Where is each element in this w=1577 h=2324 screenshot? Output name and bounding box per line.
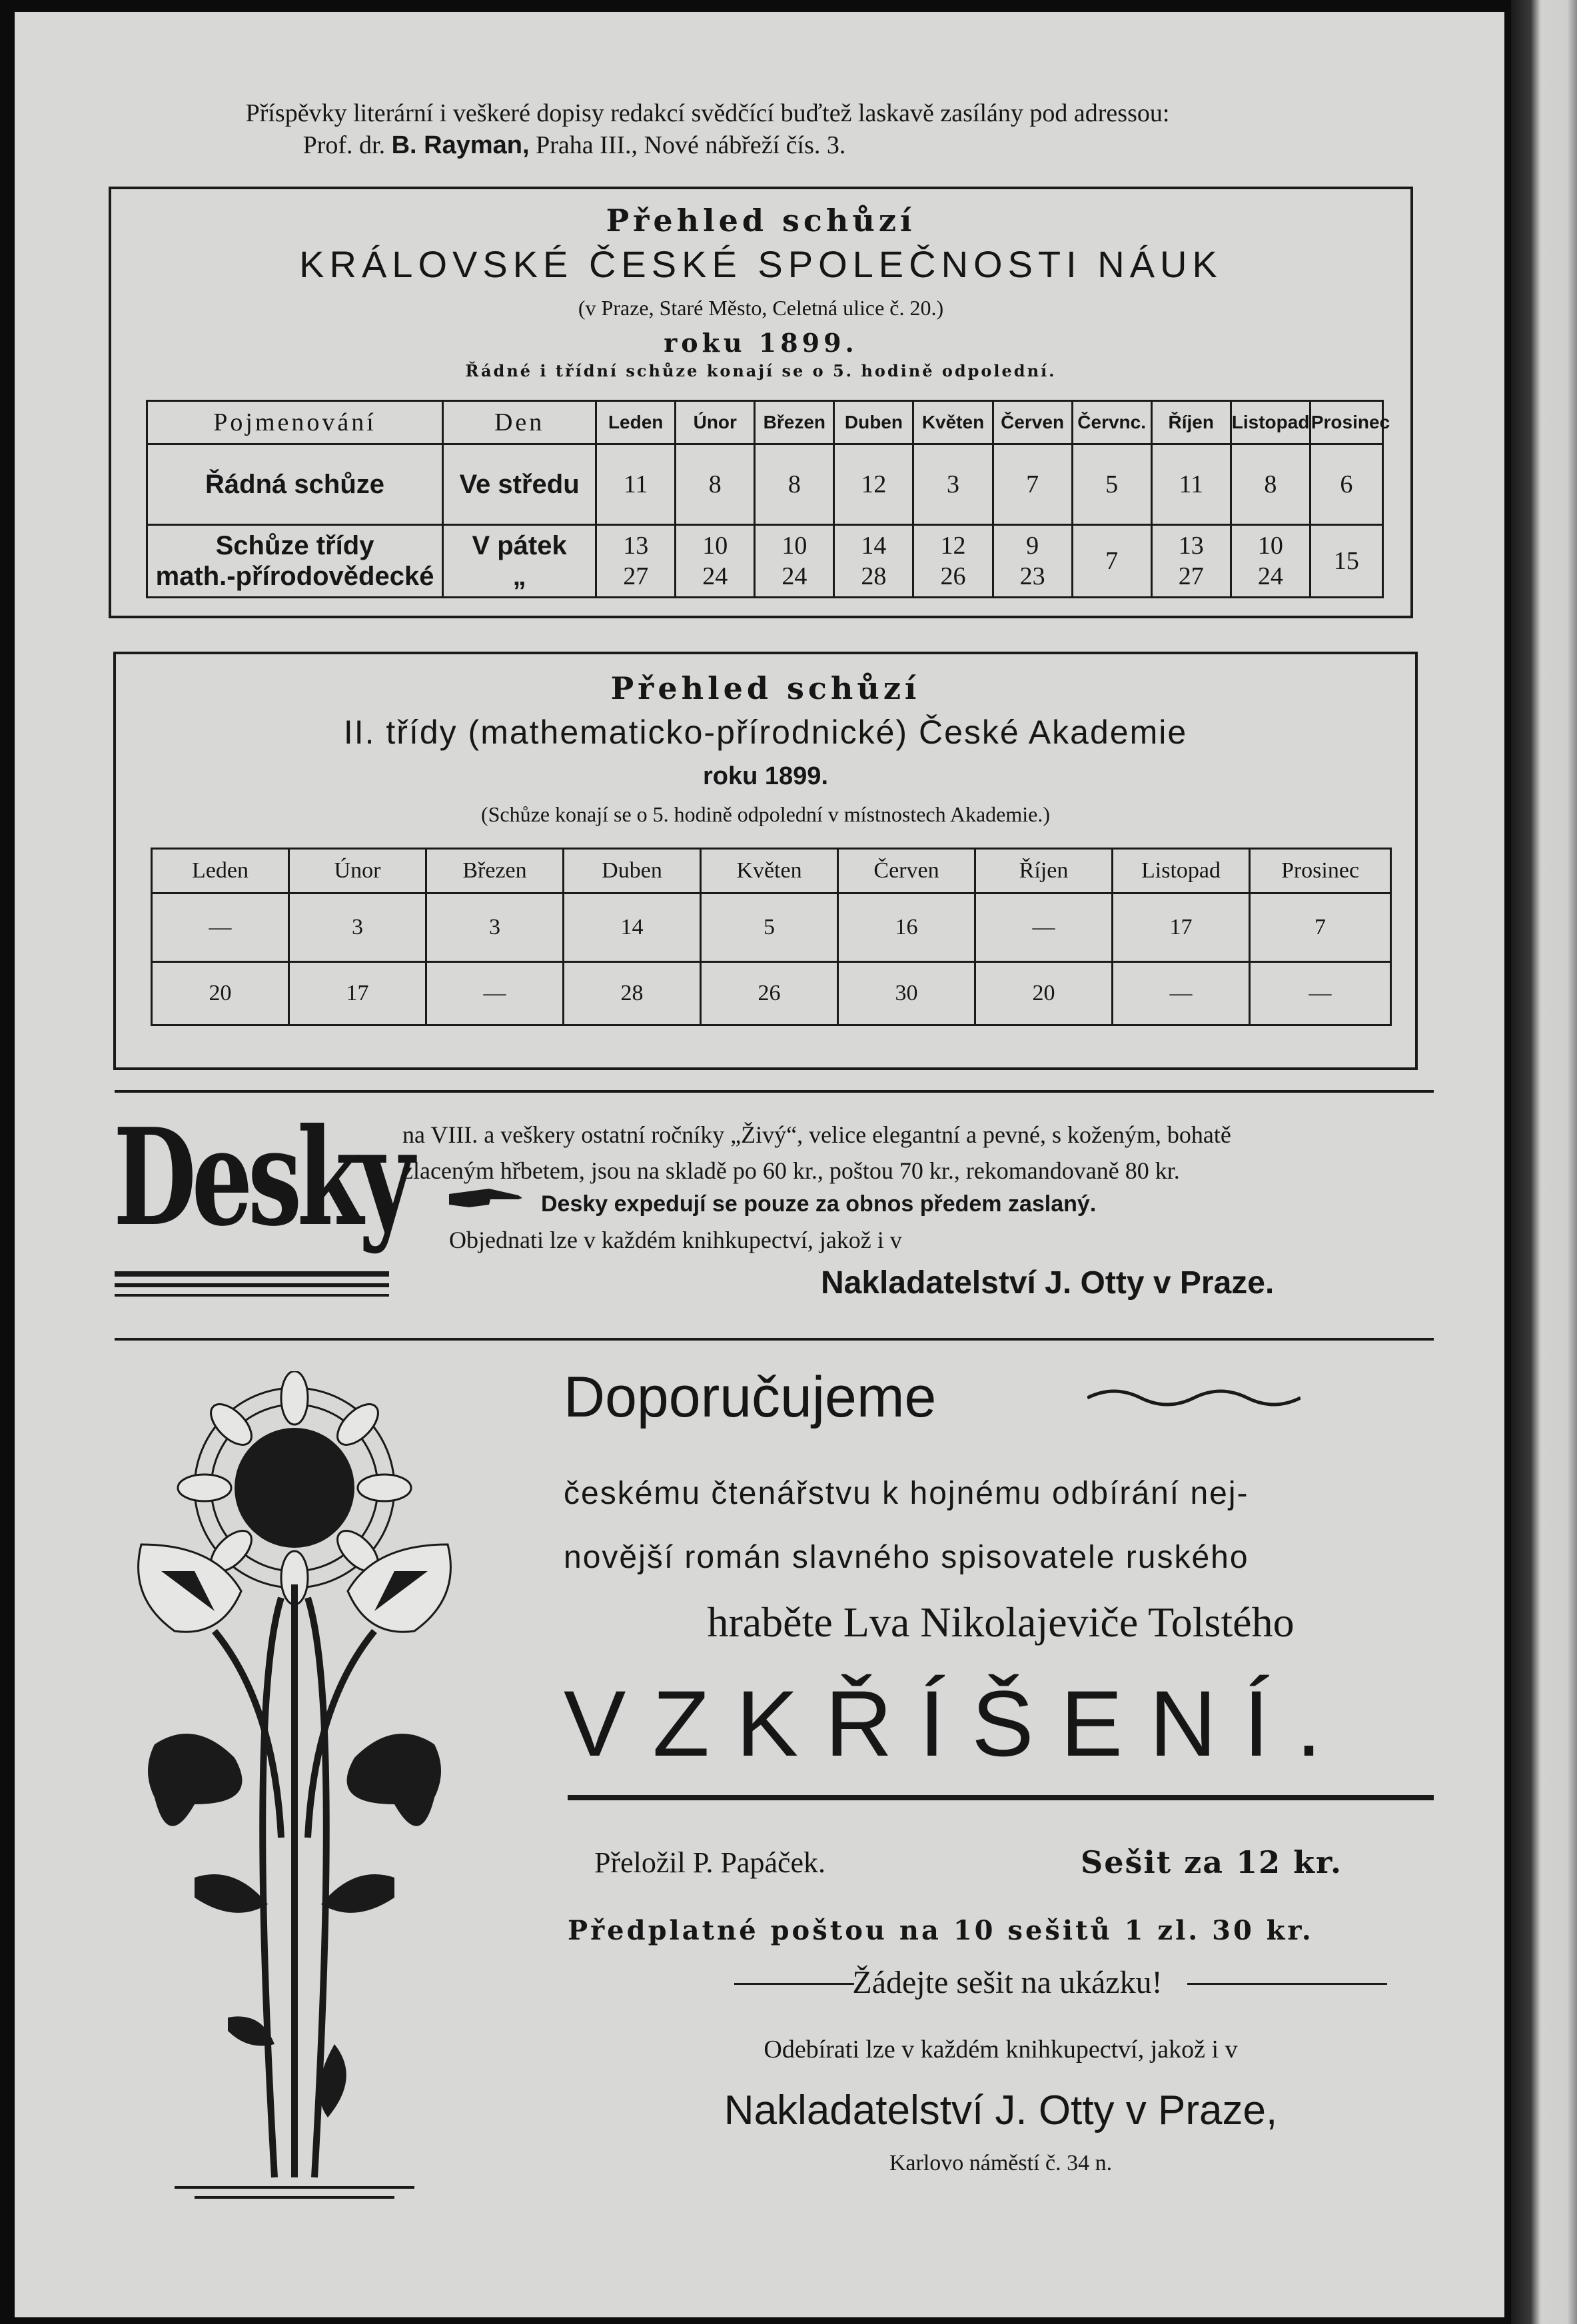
desky-rule — [115, 1294, 389, 1297]
cell: 17 — [289, 962, 426, 1025]
cell-a: 12 — [940, 532, 966, 560]
cell: 7 — [1250, 893, 1391, 962]
box1-header-cell: Únor — [676, 401, 755, 444]
film-edge — [1511, 0, 1577, 2324]
cell: 20 — [975, 962, 1113, 1025]
desky-line-4: Objednati lze v každém knihkupectví, jakož i v — [449, 1227, 902, 1253]
cell: 3 — [913, 444, 993, 525]
box1-header-cell: Červnc. — [1072, 401, 1151, 444]
tolstoj-book-title: VZKŘÍŠENÍ. — [564, 1671, 1348, 1776]
box2-header-cell: Červen — [838, 849, 975, 893]
box2-row-1 — [152, 893, 1391, 962]
cell: 5 — [1072, 444, 1151, 525]
tolstoj-order: Odebírati lze v každém knihkupectví, jakož i v — [764, 2035, 1238, 2063]
box2-header-cell: Květen — [701, 849, 838, 893]
box1-header-cell: Květen — [913, 401, 993, 444]
wave-ornament-icon — [1087, 1385, 1301, 1411]
box1-header-cell: Červen — [993, 401, 1072, 444]
cell — [834, 525, 913, 598]
cell-b: 27 — [1178, 562, 1204, 590]
box2-header-row — [152, 849, 1391, 893]
cell-b: 27 — [623, 562, 649, 590]
row-day: Ve středu — [443, 444, 596, 525]
box1-header-cell: Listopad — [1231, 401, 1310, 444]
row-day — [443, 525, 596, 598]
cell: 8 — [676, 444, 755, 525]
cell: 12 — [834, 444, 913, 525]
cell — [913, 525, 993, 598]
header-line-2 — [15, 131, 1134, 160]
cell: 17 — [1113, 893, 1250, 962]
cell: 6 — [1310, 444, 1382, 525]
cell: 8 — [1231, 444, 1310, 525]
cell: — — [1250, 962, 1391, 1025]
desky-line-2: zlaceným hřbetem, jsou na skladě po 60 kr., poštou 70 kr., rekomandovaně 80 kr. — [402, 1157, 1180, 1184]
desky-rule — [115, 1271, 389, 1277]
box1-header-row — [147, 401, 1383, 444]
cell: 30 — [838, 962, 975, 1025]
desky-line-1: na VIII. a veškery ostatní ročníky „Živý“, velice elegantní a pevné, s koženým, bohatě — [402, 1121, 1231, 1148]
box1-row-ordinary — [147, 444, 1383, 525]
box1-year: roku 1899. — [664, 328, 858, 358]
cell: 7 — [993, 444, 1072, 525]
tolstoj-line-1: českému čtenářstvu k hojnému odbírání nej- — [564, 1476, 1249, 1511]
cell: 20 — [152, 962, 289, 1025]
tolstoj-sample: Žádejte sešit na ukázku! — [852, 1965, 1163, 2000]
box2-header-cell: Leden — [152, 849, 289, 893]
separator-line — [115, 1338, 1434, 1341]
page — [15, 12, 1504, 2317]
cell: — — [426, 962, 564, 1025]
cell: 14 — [564, 893, 701, 962]
desky-rule — [115, 1283, 389, 1287]
cell — [676, 525, 755, 598]
cell-a: 10 — [1257, 532, 1283, 560]
box2-header-cell: Březen — [426, 849, 564, 893]
box1-header-cell: Leden — [596, 401, 676, 444]
sunflower-illustration — [115, 1371, 474, 2204]
tolstoj-author: hraběte Lva Nikolajeviče Tolstého — [707, 1598, 1295, 1646]
cell: 15 — [1310, 525, 1382, 598]
cell: — — [152, 893, 289, 962]
cell: 11 — [1151, 444, 1231, 525]
box1-header-cell: Den — [443, 401, 596, 444]
box2-subtitle: II. třídy (mathematicko-přírodnické) České Akademie — [343, 714, 1188, 751]
cell-a: 13 — [1178, 532, 1204, 560]
box2-row-2 — [152, 962, 1391, 1025]
tolstoj-translator: Přeložil P. Papáček. — [594, 1846, 826, 1879]
cell-a: 13 — [623, 532, 649, 560]
box1-table — [146, 400, 1390, 598]
cell — [993, 525, 1072, 598]
box1-header-cell: Březen — [755, 401, 834, 444]
cell: — — [975, 893, 1113, 962]
row-label: Řádná schůze — [147, 444, 443, 525]
row-day-b: „ — [512, 562, 526, 591]
cell-b: 24 — [1257, 562, 1283, 590]
tolstoj-line-2: novější román slavného spisovatele ruského — [564, 1540, 1249, 1575]
cell: 28 — [564, 962, 701, 1025]
cell-b: 26 — [940, 562, 966, 590]
desky-publisher: Nakladatelství J. Otty v Praze. — [821, 1265, 1275, 1301]
box1-address: (v Praze, Staré Město, Celetná ulice č. 20.) — [578, 296, 944, 320]
meetings-box-academy — [113, 652, 1418, 1070]
cell: 11 — [596, 444, 676, 525]
header-name: B. Rayman, — [391, 131, 530, 159]
box1-header-cell: Prosinec — [1310, 401, 1382, 444]
row-day-a: V pátek — [472, 531, 567, 560]
pointing-hand-icon — [449, 1187, 522, 1211]
cell-a: 10 — [702, 532, 728, 560]
box2-header-cell: Říjen — [975, 849, 1113, 893]
box2-header-cell: Únor — [289, 849, 426, 893]
box2-header-cell: Listopad — [1113, 849, 1250, 893]
row-label — [147, 525, 443, 598]
box1-subtitle: KRÁLOVSKÉ ČESKÉ SPOLEČNOSTI NÁUK — [299, 243, 1223, 285]
box1-header-cell: Duben — [834, 401, 913, 444]
cell-a: 9 — [1026, 532, 1039, 560]
tolstoj-address: Karlovo náměstí č. 34 n. — [889, 2151, 1113, 2175]
cell: 3 — [289, 893, 426, 962]
cell-b: 23 — [1019, 562, 1045, 590]
row-label-a: Schůze třídy — [215, 531, 374, 560]
meetings-box-society — [109, 187, 1413, 618]
row-label-b: math.-přírodovědecké — [155, 562, 434, 591]
tolstoj-price: Sešit za 12 kr. — [1081, 1844, 1342, 1880]
tolstoj-publisher: Nakladatelství J. Otty v Praze, — [724, 2087, 1278, 2133]
cell-a: 10 — [782, 532, 807, 560]
cell: 16 — [838, 893, 975, 962]
box1-row-class — [147, 525, 1383, 598]
cell: 5 — [701, 893, 838, 962]
header-suffix: Praha III., Nové nábřeží čís. 3. — [536, 131, 846, 159]
box2-year: roku 1899. — [703, 762, 828, 790]
box2-table — [151, 848, 1392, 1026]
cell — [755, 525, 834, 598]
cell: — — [1113, 962, 1250, 1025]
sample-rule-right — [1187, 1983, 1387, 1985]
cell: 3 — [426, 893, 564, 962]
cell: 26 — [701, 962, 838, 1025]
cell — [1231, 525, 1310, 598]
tolstoj-subscription: Předplatné poštou na 10 sešitů 1 zl. 30 kr. — [568, 1915, 1314, 1946]
box1-header-cell: Pojmenování — [147, 401, 443, 444]
separator-line — [115, 1090, 1434, 1093]
header-line-1: Příspěvky literární i veškeré dopisy redakcí svědčící buďtež laskavě zasílány pod adressou: — [245, 99, 1170, 127]
cell: 8 — [755, 444, 834, 525]
cell — [596, 525, 676, 598]
box1-header-cell: Říjen — [1151, 401, 1231, 444]
box2-header-cell: Prosinec — [1250, 849, 1391, 893]
cell — [1151, 525, 1231, 598]
title-rule — [568, 1795, 1434, 1800]
cell-b: 24 — [702, 562, 728, 590]
header-prefix: Prof. dr. — [302, 131, 386, 159]
box2-header-cell: Duben — [564, 849, 701, 893]
box1-title: Přehled schůzí — [606, 203, 916, 239]
cell: 7 — [1072, 525, 1151, 598]
cell-b: 24 — [782, 562, 807, 590]
desky-word: Desky — [113, 1099, 410, 1256]
box1-note: Řádné i třídní schůze konají se o 5. hodině odpolední. — [465, 361, 1057, 380]
tolstoj-headline: Doporučujeme — [564, 1365, 937, 1429]
box2-title: Přehled schůzí — [610, 670, 921, 706]
box2-note: (Schůze konají se o 5. hodině odpolední v místnostech Akademie.) — [480, 802, 1051, 826]
cell-a: 14 — [861, 532, 887, 560]
cell-b: 28 — [861, 562, 887, 590]
desky-line-3: Desky expedují se pouze za obnos předem zaslaný. — [541, 1191, 1097, 1217]
